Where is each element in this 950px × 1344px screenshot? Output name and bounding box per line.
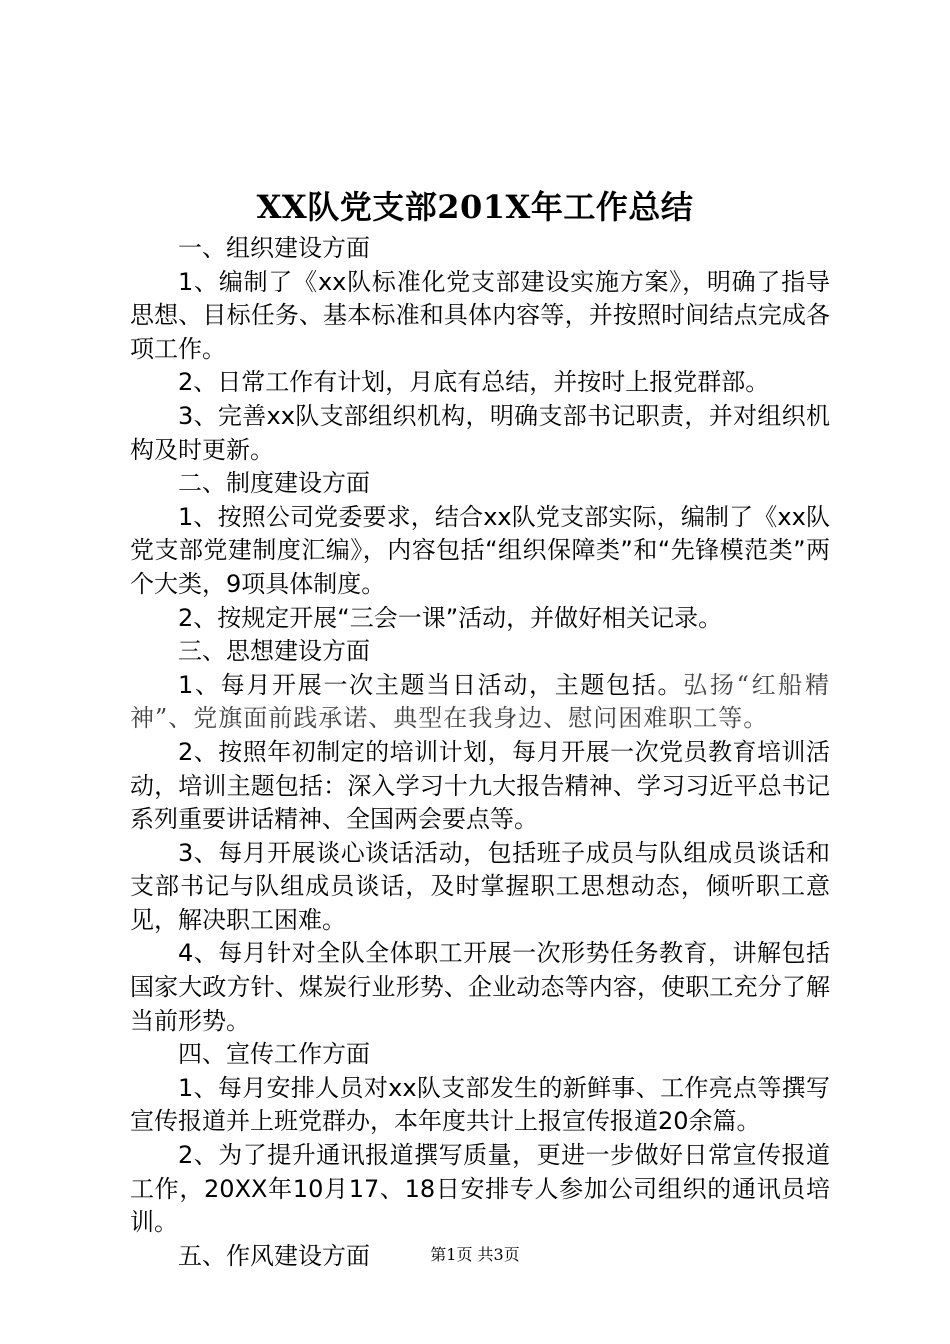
section-heading: 二、制度建设方面	[178, 469, 370, 498]
document-title: XX队党支部201X年工作总结	[256, 188, 694, 226]
paragraph: 3、完善xx队支部组织机构，明确支部书记职责，并对组织机构及时更新。	[130, 401, 830, 464]
section-heading: 五、作风建设方面	[178, 1241, 370, 1270]
paragraph-text: 1、每月开展一次主题当日活动，主题包括。	[178, 670, 684, 699]
section-heading: 四、宣传工作方面	[178, 1040, 370, 1069]
paragraph: 1、编制了《xx队标准化党支部建设实施方案》，明确了指导思想、目标任务、基本标准和具体内容等，并按照时间结点完成各项工作。	[130, 267, 830, 363]
paragraph	[130, 669, 830, 736]
paragraph: 2、按照年初制定的培训计划，每月开展一次党员教育培训活动，培训主题包括：深入学习十九大报告精神、学习习近平总书记系列重要讲话精神、全国两会要点等。	[130, 737, 830, 834]
paragraph: 1、每月安排人员对xx队支部发生的新鲜事、工作亮点等撰写宣传报道并上班党群办，本年度共计上报宣传报道20余篇。	[130, 1073, 830, 1136]
paragraph: 2、按规定开展“三会一课”活动，并做好相关记录。	[178, 603, 723, 632]
paragraph: 4、每月针对全队全体职工开展一次形势任务教育，讲解包括国家大政方针、煤炭行业形势、企业动态等内容，使职工充分了解当前形势。	[130, 939, 830, 1035]
paragraph: 1、按照公司党委要求，结合xx队党支部实际，编制了《xx队党支部党建制度汇编》，内容包括“组织保障类”和“先锋模范类”两个大类，9项具体制度。	[130, 502, 830, 598]
page-footer: 第1页 共3页	[430, 1245, 520, 1264]
paragraph: 2、为了提升通讯报道撰写质量，更进一步做好日常宣传报道工作，20XX年10月17、18日安排专人参加公司组织的通讯员培训。	[130, 1141, 830, 1237]
paragraph: 2、日常工作有计划，月底有总结，并按时上报党群部。	[178, 368, 770, 397]
document-body	[130, 232, 830, 1273]
section-heading: 一、组织建设方面	[178, 234, 370, 262]
section-heading: 三、思想建设方面	[178, 637, 370, 666]
paragraph: 3、每月开展谈心谈话活动，包括班子成员与队组成员谈话和支部书记与队组成员谈话，及时掌握职工思想动态，倾听职工意见，解决职工困难。	[130, 838, 830, 934]
paragraph-continuation: 弘扬“红船精神”、党旗面前践承诺、典型在我身边、慰问困难职工等。	[130, 670, 830, 733]
